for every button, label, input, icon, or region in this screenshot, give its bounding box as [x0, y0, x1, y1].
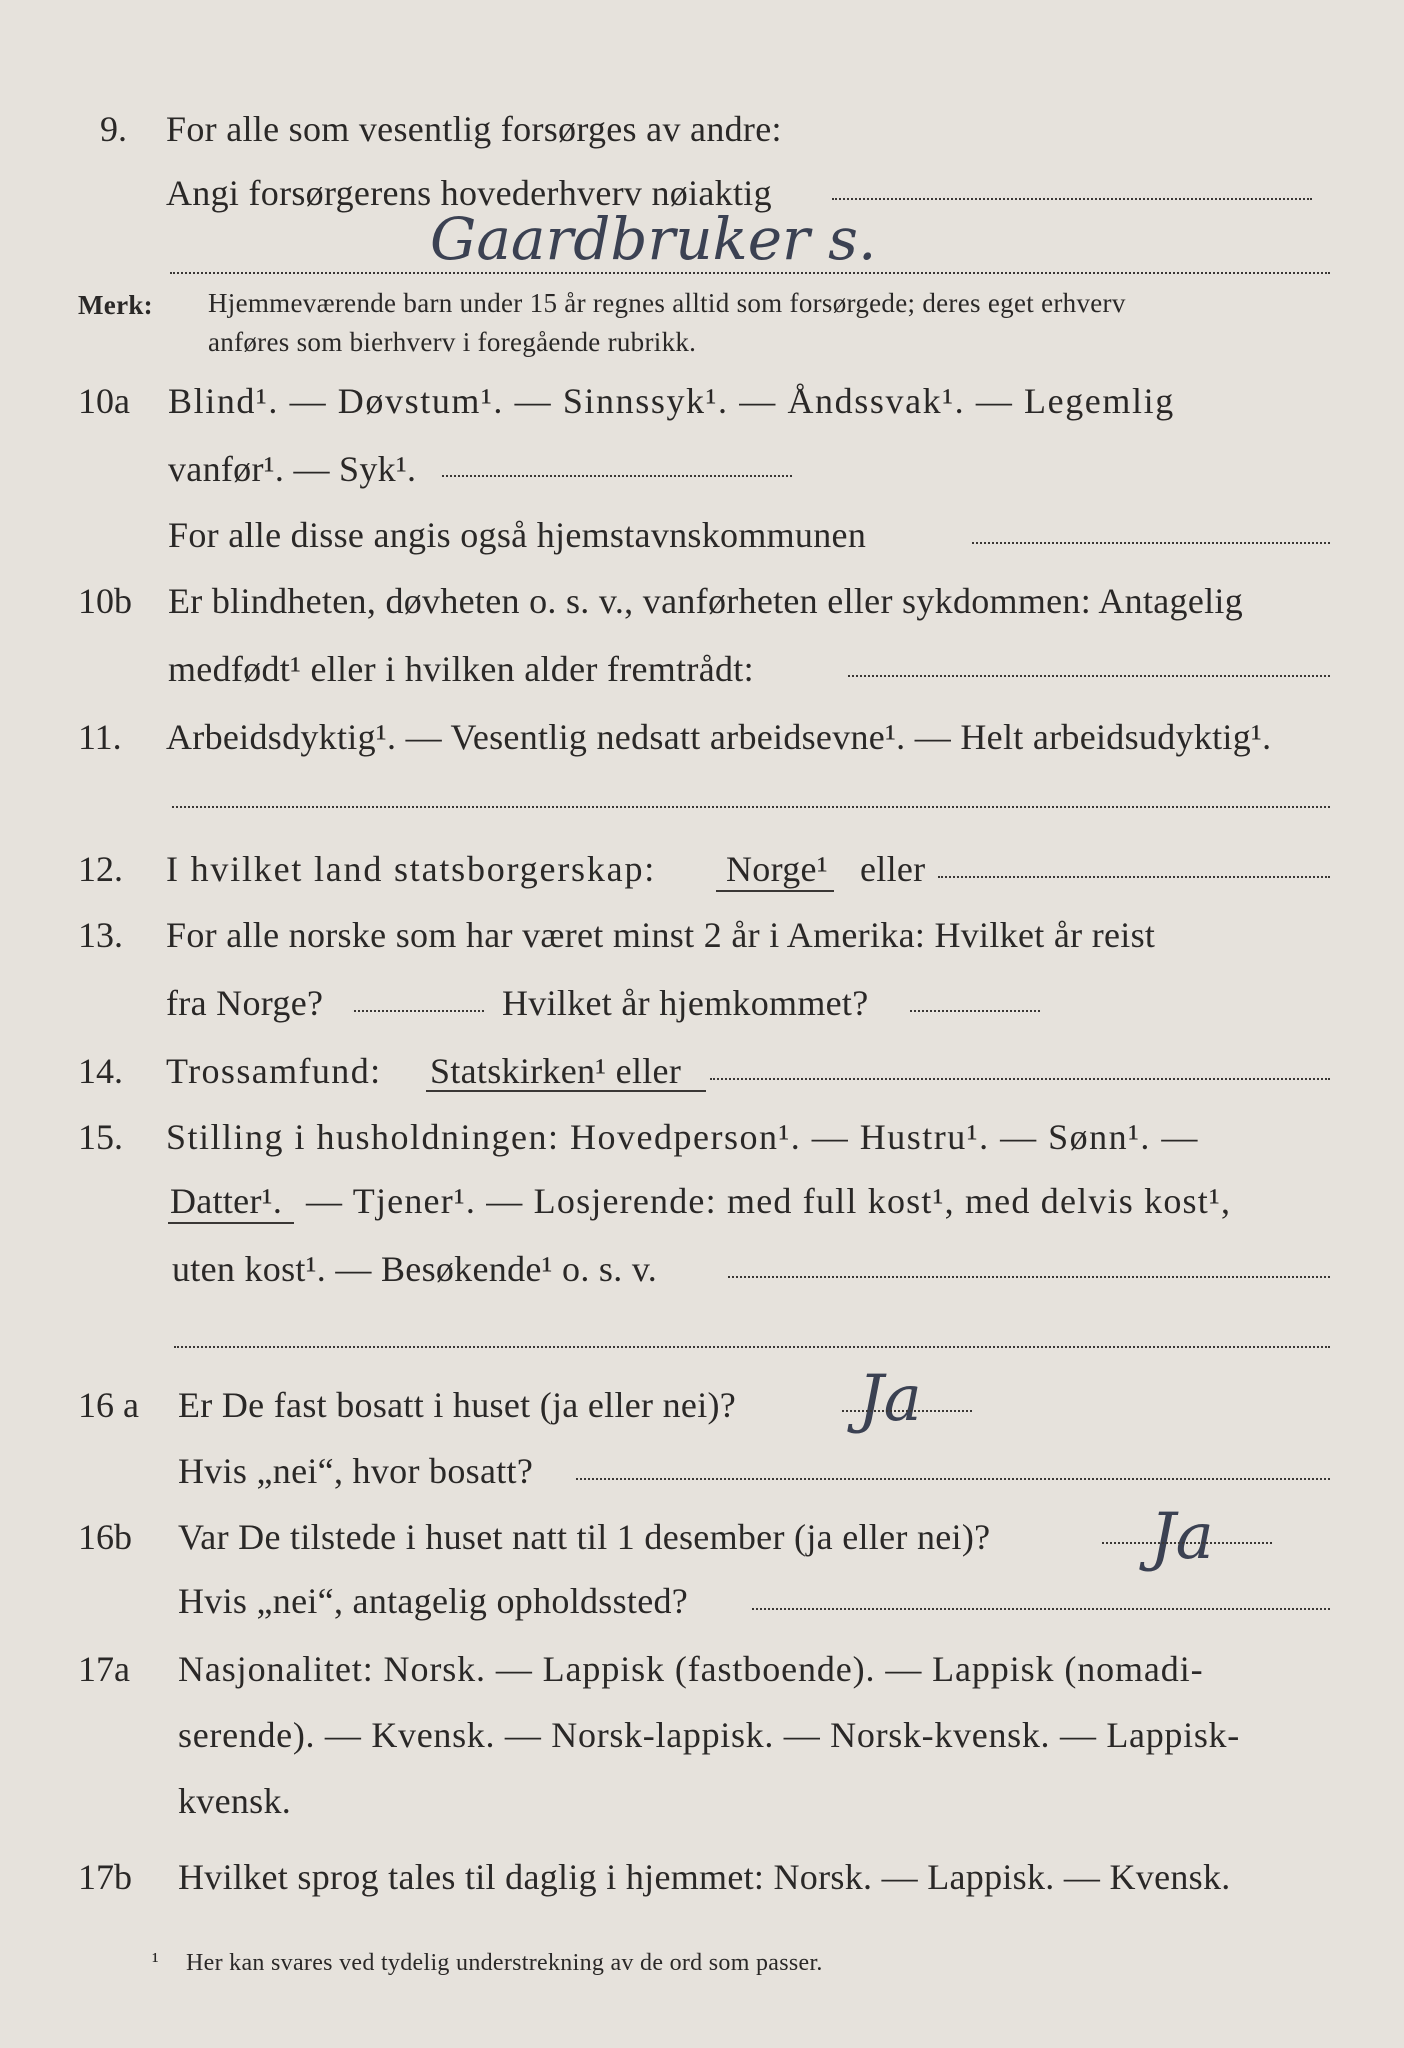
q14-number: 14. — [78, 1051, 123, 1091]
q14-statskirken-underline — [426, 1090, 706, 1092]
q16a-bosatt-line — [576, 1478, 1330, 1480]
q15-line2b: — Tjener¹. — Losjerende: med full kost¹, med delvis kost¹, — [306, 1181, 1232, 1221]
q15-option-datter: Datter¹. — [170, 1181, 283, 1221]
q12-norge-underline — [716, 890, 834, 892]
note-line2: anføres som bierhverv i foregående rubrikk. — [208, 327, 697, 357]
q13-line2a: fra Norge? — [166, 983, 324, 1023]
q15-extra-line — [174, 1346, 1330, 1348]
q10b-fill-line — [848, 675, 1330, 677]
q14-option-statskirken: Statskirken¹ eller — [430, 1051, 682, 1091]
q12-fill-line — [938, 876, 1330, 878]
q10a-line1: Blind¹. — Døvstum¹. — Sinnssyk¹. — Åndssvak¹. — Legemlig — [168, 381, 1175, 421]
q10a-line3: For alle disse angis også hjemstavnskommunen — [168, 515, 867, 555]
q10a-kommune-line — [972, 542, 1330, 544]
q15-number: 15. — [78, 1117, 123, 1157]
q15-fill-line — [728, 1276, 1330, 1278]
q9-answer-line — [170, 272, 1330, 274]
q9-number: 9. — [100, 109, 127, 149]
q16b-line1: Var De tilstede i huset natt til 1 desember (ja eller nei)? — [178, 1517, 991, 1557]
q17a-line2: serende). — Kvensk. — Norsk-lappisk. — Norsk-kvensk. — Lappisk- — [178, 1715, 1240, 1755]
q15-line1: Stilling i husholdningen: Hovedperson¹. — Hustru¹. — Sønn¹. — — [166, 1117, 1199, 1157]
q17b-number: 17b — [78, 1857, 132, 1897]
q13-reist-line — [354, 1010, 484, 1012]
q13-line1: For alle norske som har været minst 2 år i Amerika: Hvilket år reist — [166, 915, 1156, 955]
q16a-line2: Hvis „nei“, hvor bosatt? — [178, 1451, 534, 1491]
q12-option-norge: Norge¹ — [726, 849, 828, 889]
q9-line1: For alle som vesentlig forsørges av andre: — [166, 109, 782, 149]
q10a-number: 10a — [78, 381, 130, 421]
q16b-line2: Hvis „nei“, antagelig opholdssted? — [178, 1581, 689, 1621]
q10b-line2: medfødt¹ eller i hvilken alder fremtrådt: — [168, 649, 754, 689]
q12-prefix: I hvilket land statsborgerskap: — [166, 849, 657, 889]
q11-number: 11. — [78, 717, 122, 757]
q10b-line1: Er blindheten, døvheten o. s. v., vanførheten eller sykdommen: Antagelig — [168, 581, 1244, 621]
q9-handwritten-answer: Gaardbruker s. — [430, 205, 877, 273]
q16a-line1: Er De fast bosatt i huset (ja eller nei)? — [178, 1385, 737, 1425]
q14-fill-line — [710, 1078, 1330, 1080]
q13-line2b: Hvilket år hjemkommet? — [502, 983, 869, 1023]
q9-line2: Angi forsørgerens hovederhverv nøiaktig — [166, 173, 772, 213]
note-line1: Hjemmeværende barn under 15 år regnes alltid som forsørgede; deres eget erhverv — [208, 288, 1126, 318]
q16a-fill-line — [842, 1410, 972, 1412]
q10a-line2: vanfør¹. — Syk¹. — [168, 449, 417, 489]
q17b-line1: Hvilket sprog tales til daglig i hjemmet: Norsk. — Lappisk. — Kvensk. — [178, 1857, 1231, 1897]
q13-hjemkommet-line — [910, 1010, 1040, 1012]
q17a-line3: kvensk. — [178, 1781, 292, 1821]
q10a-syk-line — [442, 475, 792, 477]
q15-line3: uten kost¹. — Besøkende¹ o. s. v. — [172, 1249, 658, 1289]
q12-number: 12. — [78, 849, 123, 889]
footnote-mark: ¹ — [152, 1948, 159, 1973]
q17a-number: 17a — [78, 1649, 130, 1689]
footnote-text: Her kan svares ved tydelig understrekning av de ord som passer. — [186, 1950, 823, 1976]
q15-datter-underline — [168, 1222, 294, 1224]
q16b-handwritten-answer: Ja — [1150, 1500, 1214, 1574]
q16a-handwritten-answer: Ja — [858, 1362, 922, 1436]
q9-fill-line — [832, 198, 1312, 200]
q16a-number: 16 a — [78, 1385, 139, 1425]
q16b-number: 16b — [78, 1517, 132, 1557]
q13-number: 13. — [78, 915, 123, 955]
q16b-fill-line — [1102, 1542, 1272, 1544]
q12-suffix: eller — [860, 849, 926, 889]
note-label: Merk: — [78, 290, 153, 320]
q17a-line1: Nasjonalitet: Norsk. — Lappisk (fastboende). — Lappisk (nomadi- — [178, 1649, 1204, 1689]
q14-prefix: Trossamfund: — [166, 1051, 382, 1091]
q16b-opholdssted-line — [752, 1608, 1330, 1610]
q11-fill-line — [172, 806, 1330, 808]
q10b-number: 10b — [78, 581, 132, 621]
q11-line1: Arbeidsdyktig¹. — Vesentlig nedsatt arbeidsevne¹. — Helt arbeidsudyktig¹. — [166, 717, 1272, 757]
